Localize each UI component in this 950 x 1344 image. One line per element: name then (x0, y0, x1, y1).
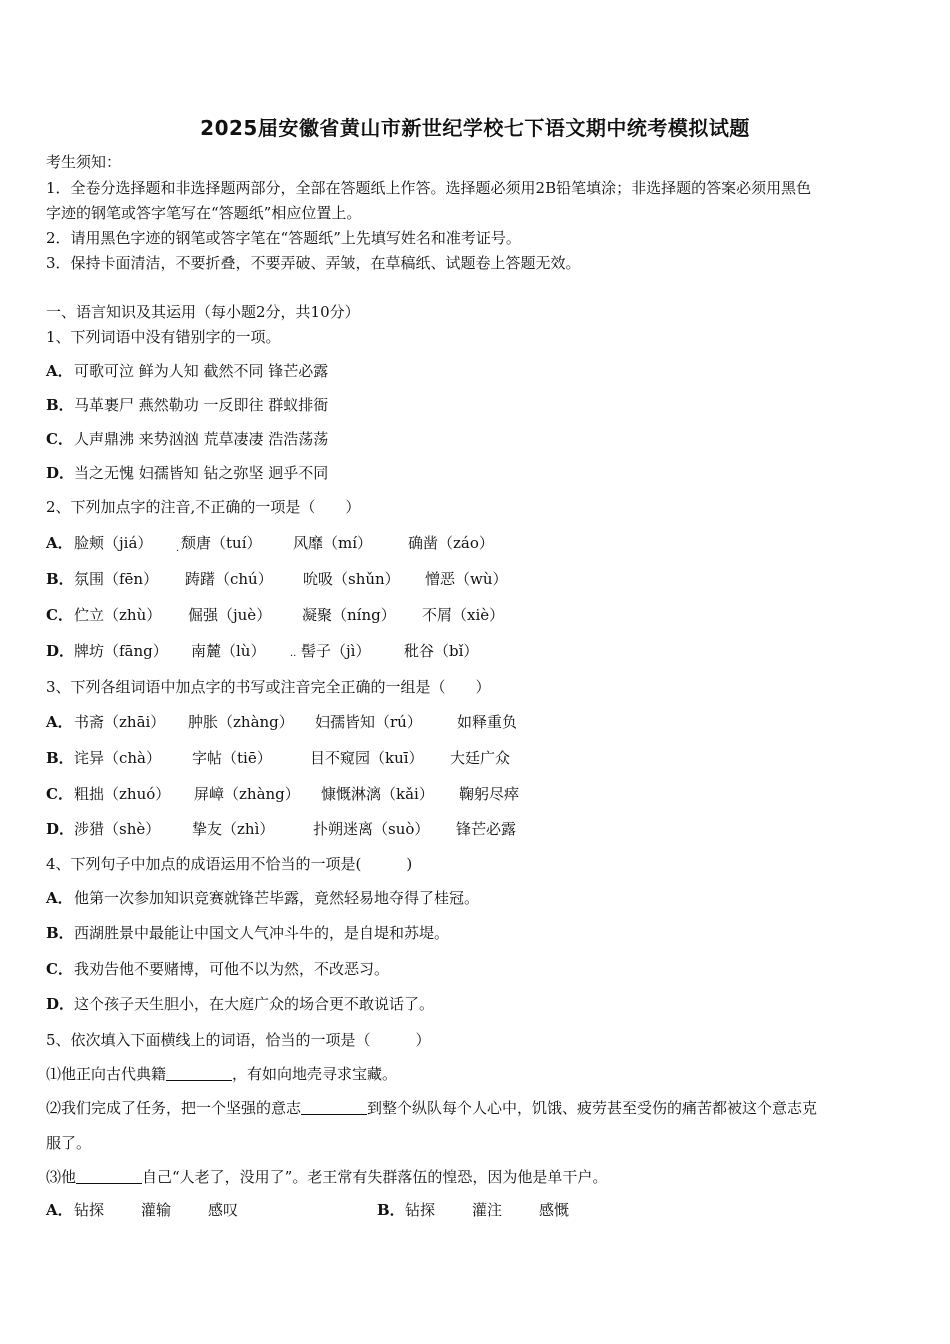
option-item: 灌输 (141, 1201, 172, 1219)
sentence-text: 到整个纵队每个人心中，饥饿、疲劳甚至受伤的痛苦都被这个意志克 (367, 1099, 818, 1117)
q4-option-b (46, 923, 449, 943)
option-item: 慷慨淋漓（kǎi） (321, 785, 434, 803)
option-item: 妇孺皆知（rú） (315, 713, 422, 731)
q3-option-a (46, 712, 517, 732)
option-item: 鞠躬尽瘁 (459, 785, 520, 803)
option-text: 西湖胜景中最能让中国文人气冲斗牛的，是自堤和苏堤。 (74, 924, 450, 942)
question-1-stem: 1、下列词语中没有错别字的一项。 (46, 328, 281, 346)
notice-item-3: 3．保持卡面清洁，不要折叠，不要弄破、弄皱，在草稿纸、试题卷上答题无效。 (46, 254, 581, 272)
option-text: 我劝告他不要赌博，可他不以为然，不改恶习。 (74, 960, 390, 978)
q4-option-d (46, 994, 434, 1014)
question-2-stem: 2、下列加点字的注音,不正确的一项是（ ） (46, 498, 361, 516)
option-item: 踌躇（chú） (185, 570, 273, 588)
option-text: 人声鼎沸 来势汹汹 荒草凄凄 浩浩荡荡 (74, 430, 329, 448)
option-item: 风靡（mí） (293, 534, 373, 552)
option-item: 凝聚（níng） (302, 606, 396, 624)
q1-option-c (46, 429, 328, 449)
q1-option-b (46, 395, 328, 415)
option-letter: B． (46, 749, 74, 767)
option-item: 钻探 (74, 1201, 105, 1219)
option-item: 颓唐（tuí） (181, 534, 262, 552)
q2-option-a (46, 533, 494, 553)
option-item: 挚友（zhì） (192, 820, 275, 838)
q5-sentence-2-cont: 服了。 (46, 1134, 92, 1152)
question-3-stem: 3、下列各组词语中加点字的书写或注音完全正确的一组是（ ） (46, 678, 491, 696)
option-item: 目不窥园（kuī） (310, 749, 424, 767)
option-letter: C． (46, 606, 73, 624)
option-item: 钻探 (405, 1201, 436, 1219)
emphasis-dot: · (176, 546, 180, 557)
option-letter: A． (46, 713, 73, 731)
option-item: 肿胀（zhàng） (188, 713, 294, 731)
section-heading: 一、语言知识及其运用（每小题2分，共10分） (46, 303, 360, 321)
fill-blank (166, 1066, 232, 1081)
option-item: 锋芒必露 (456, 820, 517, 838)
q2-option-c (46, 605, 504, 625)
notice-item-2: 2．请用黑色字迹的钢笔或答字笔在“答题纸”上先填写姓名和准考证号。 (46, 229, 521, 247)
sentence-text: ⑶他 (46, 1168, 77, 1186)
option-item: 扑朔迷离（suò） (313, 820, 430, 838)
option-text: 马革裹尸 燕然勒功 一反即往 群蚁排衙 (74, 396, 329, 414)
option-item: 字帖（tiē） (192, 749, 272, 767)
option-letter: A． (46, 889, 73, 907)
notice-item-1: 1．全卷分选择题和非选择题两部分，全部在答题纸上作答。选择题必须用2B铅笔填涂；非选择题的答案必须用黑色 (46, 179, 812, 197)
q5-sentence-3 (46, 1167, 607, 1187)
q2-option-d (46, 641, 478, 661)
sentence-text: ⑵我们完成了任务，把一个坚强的意志 (46, 1099, 302, 1117)
option-item: 秕谷（bǐ） (404, 642, 479, 660)
q1-option-d (46, 463, 328, 483)
option-item: 脸颊（jiá） (74, 534, 153, 552)
option-item: 大廷广众 (450, 749, 511, 767)
question-4-stem: 4、下列句子中加点的成语运用不恰当的一项是( ) (46, 855, 413, 873)
option-item: 粗拙（zhuó） (74, 785, 171, 803)
option-item: 憎恶（wù） (425, 570, 508, 588)
option-item: 南麓（lù） (191, 642, 266, 660)
option-item: 屏嶂（zhàng） (194, 785, 300, 803)
option-item: 如释重负 (457, 713, 518, 731)
option-letter: B． (377, 1201, 405, 1219)
q3-option-c (46, 784, 519, 804)
option-item: 不屑（xiè） (422, 606, 505, 624)
emphasis-dot: ·· (290, 651, 297, 662)
option-letter: C． (46, 960, 73, 978)
option-item: 感叹 (208, 1201, 239, 1219)
option-letter: A． (46, 534, 73, 552)
option-item: 涉猎（shè） (74, 820, 161, 838)
option-letter: D． (46, 995, 75, 1013)
option-item: 灌注 (472, 1201, 503, 1219)
fill-blank (76, 1169, 142, 1184)
q3-option-d (46, 819, 516, 839)
fill-blank (301, 1100, 367, 1115)
q4-option-a (46, 888, 479, 908)
option-letter: A． (46, 362, 73, 380)
option-item: 牌坊（fāng） (74, 642, 168, 660)
option-item: 倔强（juè） (188, 606, 272, 624)
option-item: 氛围（fēn） (74, 570, 159, 588)
option-letter: D． (46, 820, 75, 838)
q4-option-c (46, 959, 389, 979)
option-text: 这个孩子天生胆小，在大庭广众的场合更不敢说话了。 (74, 995, 435, 1013)
option-letter: B． (46, 396, 74, 414)
option-letter: B． (46, 924, 74, 942)
option-letter: D． (46, 642, 75, 660)
option-item: 吮吸（shǔn） (303, 570, 400, 588)
option-text: 可歌可泣 鲜为人知 截然不同 锋芒必露 (74, 362, 329, 380)
question-5-stem: 5、依次填入下面横线上的词语，恰当的一项是（ ） (46, 1031, 431, 1049)
sentence-text: ，有如向地壳寻求宝藏。 (232, 1065, 398, 1083)
q2-option-b (46, 569, 508, 589)
option-item: 髻子（jì） (301, 642, 371, 660)
option-letter: C． (46, 430, 73, 448)
option-item: 确凿（záo） (408, 534, 494, 552)
option-item: 伫立（zhù） (74, 606, 162, 624)
option-text: 当之无愧 妇孺皆知 钻之弥坚 迥乎不同 (74, 464, 329, 482)
option-letter: A． (46, 1201, 73, 1219)
option-letter: C． (46, 785, 73, 803)
option-letter: B． (46, 570, 74, 588)
sentence-text: 自己“人老了，没用了”。老王常有失群落伍的惶恐，因为他是单干户。 (142, 1168, 608, 1186)
sentence-text: ⑴他正向古代典籍 (46, 1065, 167, 1083)
q5-sentence-1 (46, 1064, 397, 1084)
notice-heading: 考生须知： (46, 153, 122, 171)
page-title: 2025届安徽省黄山市新世纪学校七下语文期中统考模拟试题 (200, 116, 750, 140)
option-item: 书斋（zhāi） (74, 713, 166, 731)
notice-item-1-cont: 字迹的钢笔或答字笔写在“答题纸”相应位置上。 (46, 204, 362, 222)
q3-option-b (46, 748, 510, 768)
option-letter: D． (46, 464, 75, 482)
option-text: 他第一次参加知识竞赛就锋芒毕露，竟然轻易地夺得了桂冠。 (74, 889, 480, 907)
q5-sentence-2 (46, 1098, 817, 1118)
option-item: 感慨 (539, 1201, 570, 1219)
q5-options-row (46, 1200, 569, 1220)
option-item: 诧异（chà） (74, 749, 162, 767)
q1-option-a (46, 361, 328, 381)
